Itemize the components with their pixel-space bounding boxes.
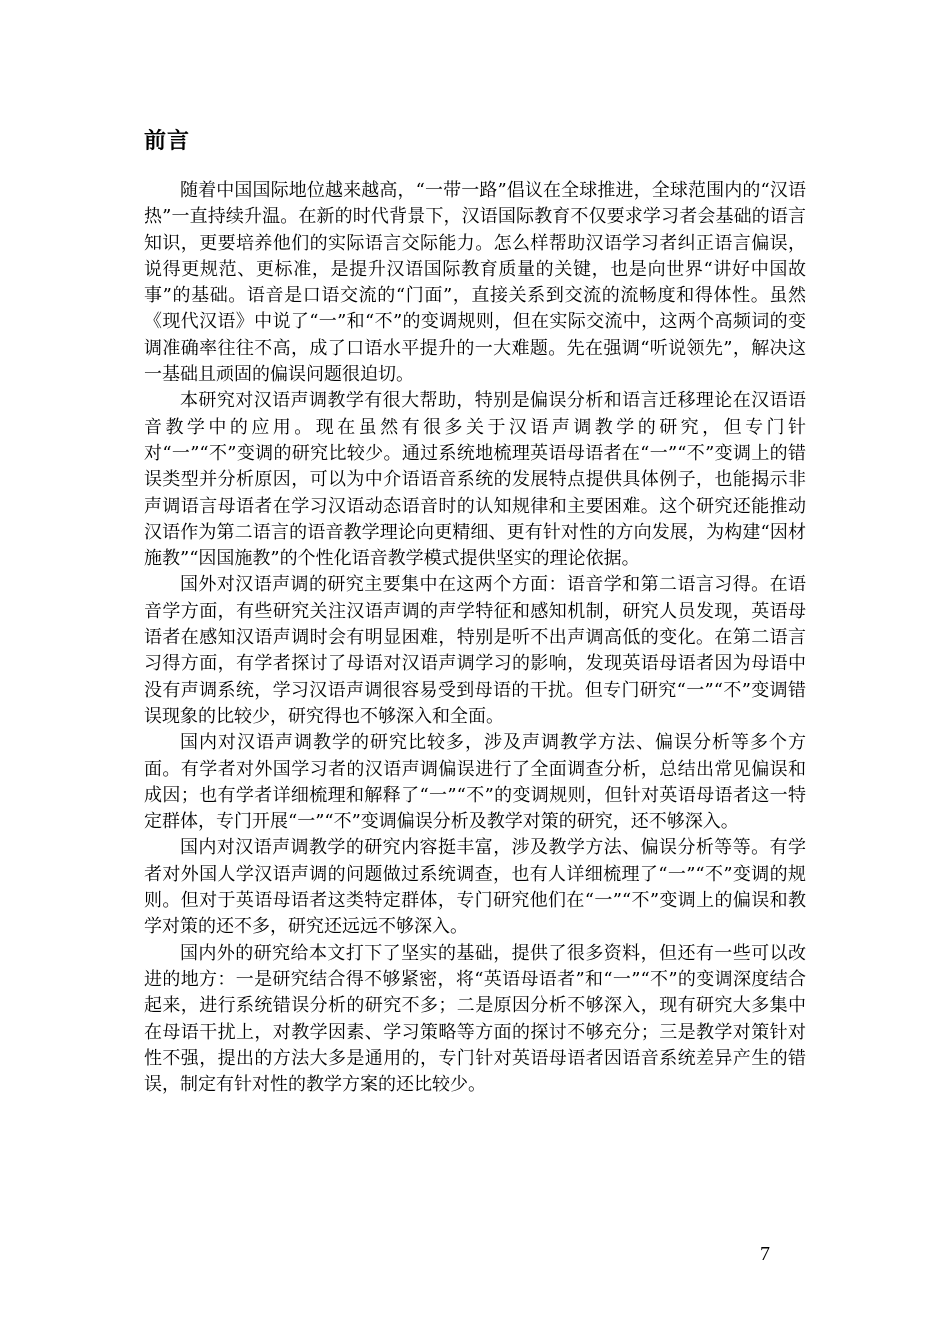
paragraph-4: 国内对汉语声调教学的研究比较多，涉及声调教学方法、偏误分析等多个方面。有学者对外国学习者的汉语声调偏误进行了全面调查分析，总结出常见偏误和成因；也有学者详细梳理和解释了“一”“不”的变调规则，但针对英语母语者这一特定群体，专门开展“一”“不”变调偏误分析及教学对策的研究，还不够深入。 xyxy=(144,732,806,833)
paragraph-3: 国外对汉语声调的研究主要集中在这两个方面：语音学和第二语言习得。在语音学方面，有些研究关注汉语声调的声学特征和感知机制，研究人员发现，英语母语者在感知汉语声调时会有明显困难，特别是听不出声调高低的变化。在第二语言习得方面，有学者探讨了母语对汉语声调学习的影响，发现英语母语者因为母语中没有声调系统，学习汉语声调很容易受到母语的干扰。但专门研究“一”“不”变调错误现象的比较少，研究得也不够深入和全面。 xyxy=(144,574,806,727)
paragraph-5: 国内对汉语声调教学的研究内容挺丰富，涉及教学方法、偏误分析等等。有学者对外国人学汉语声调的问题做过系统调查，也有人详细梳理了“一”“不”变调的规则。但对于英语母语者这类特定群体，专门研究他们在“一”“不”变调上的偏误和教学对策的还不多，研究还远远不够深入。 xyxy=(144,837,806,938)
paragraph-1: 随着中国国际地位越来越高，“一带一路”倡议在全球推进，全球范围内的“汉语热”一直持续升温。在新的时代背景下，汉语国际教育不仅要求学习者会基础的语言知识，更要培养他们的实际语言交际能力。怎么样帮助汉语学习者纠正语言偏误，说得更规范、更标准，是提升汉语国际教育质量的关键，也是向世界“讲好中国故事”的基础。语音是口语交流的“门面”，直接关系到交流的流畅度和得体性。虽然《现代汉语》中说了“一”和“不”的变调规则，但在实际交流中，这两个高频词的变调准确率往往不高，成了口语水平提升的一大难题。先在强调“听说领先”，解决这一基础且顽固的偏误问题很迫切。 xyxy=(144,180,806,386)
paragraph-2: 本研究对汉语声调教学有很大帮助，特别是偏误分析和语言迁移理论在汉语语音教学中的应用。现在虽然有很多关于汉语声调教学的研究，但专门针对“一”“不”变调的研究比较少。通过系统地梳理英语母语者在“一”“不”变调上的错误类型并分析原因，可以为中介语语音系统的发展特点提供具体例子，也能揭示非声调语言母语者在学习汉语动态语音时的认知规律和主要困难。这个研究还能推动汉语作为第二语言的语音教学理论向更精细、更有针对性的方向发展，为构建“因材施教”“因国施教”的个性化语音教学模式提供坚实的理论依据。 xyxy=(144,390,806,570)
page-number: 7 xyxy=(760,1243,770,1265)
section-heading: 前言 xyxy=(144,129,191,154)
body-text xyxy=(144,178,806,1098)
paragraph-6: 国内外的研究给本文打下了坚实的基础，提供了很多资料，但还有一些可以改进的地方：一是研究结合得不够紧密，将“英语母语者”和“一”“不”的变调深度结合起来，进行系统错误分析的研究不多；二是原因分析不够深入，现有研究大多集中在母语干扰上，对教学因素、学习策略等方面的探讨不够充分；三是教学对策针对性不强，提出的方法大多是通用的，专门针对英语母语者因语音系统差异产生的错误，制定有针对性的教学方案的还比较少。 xyxy=(144,942,806,1096)
